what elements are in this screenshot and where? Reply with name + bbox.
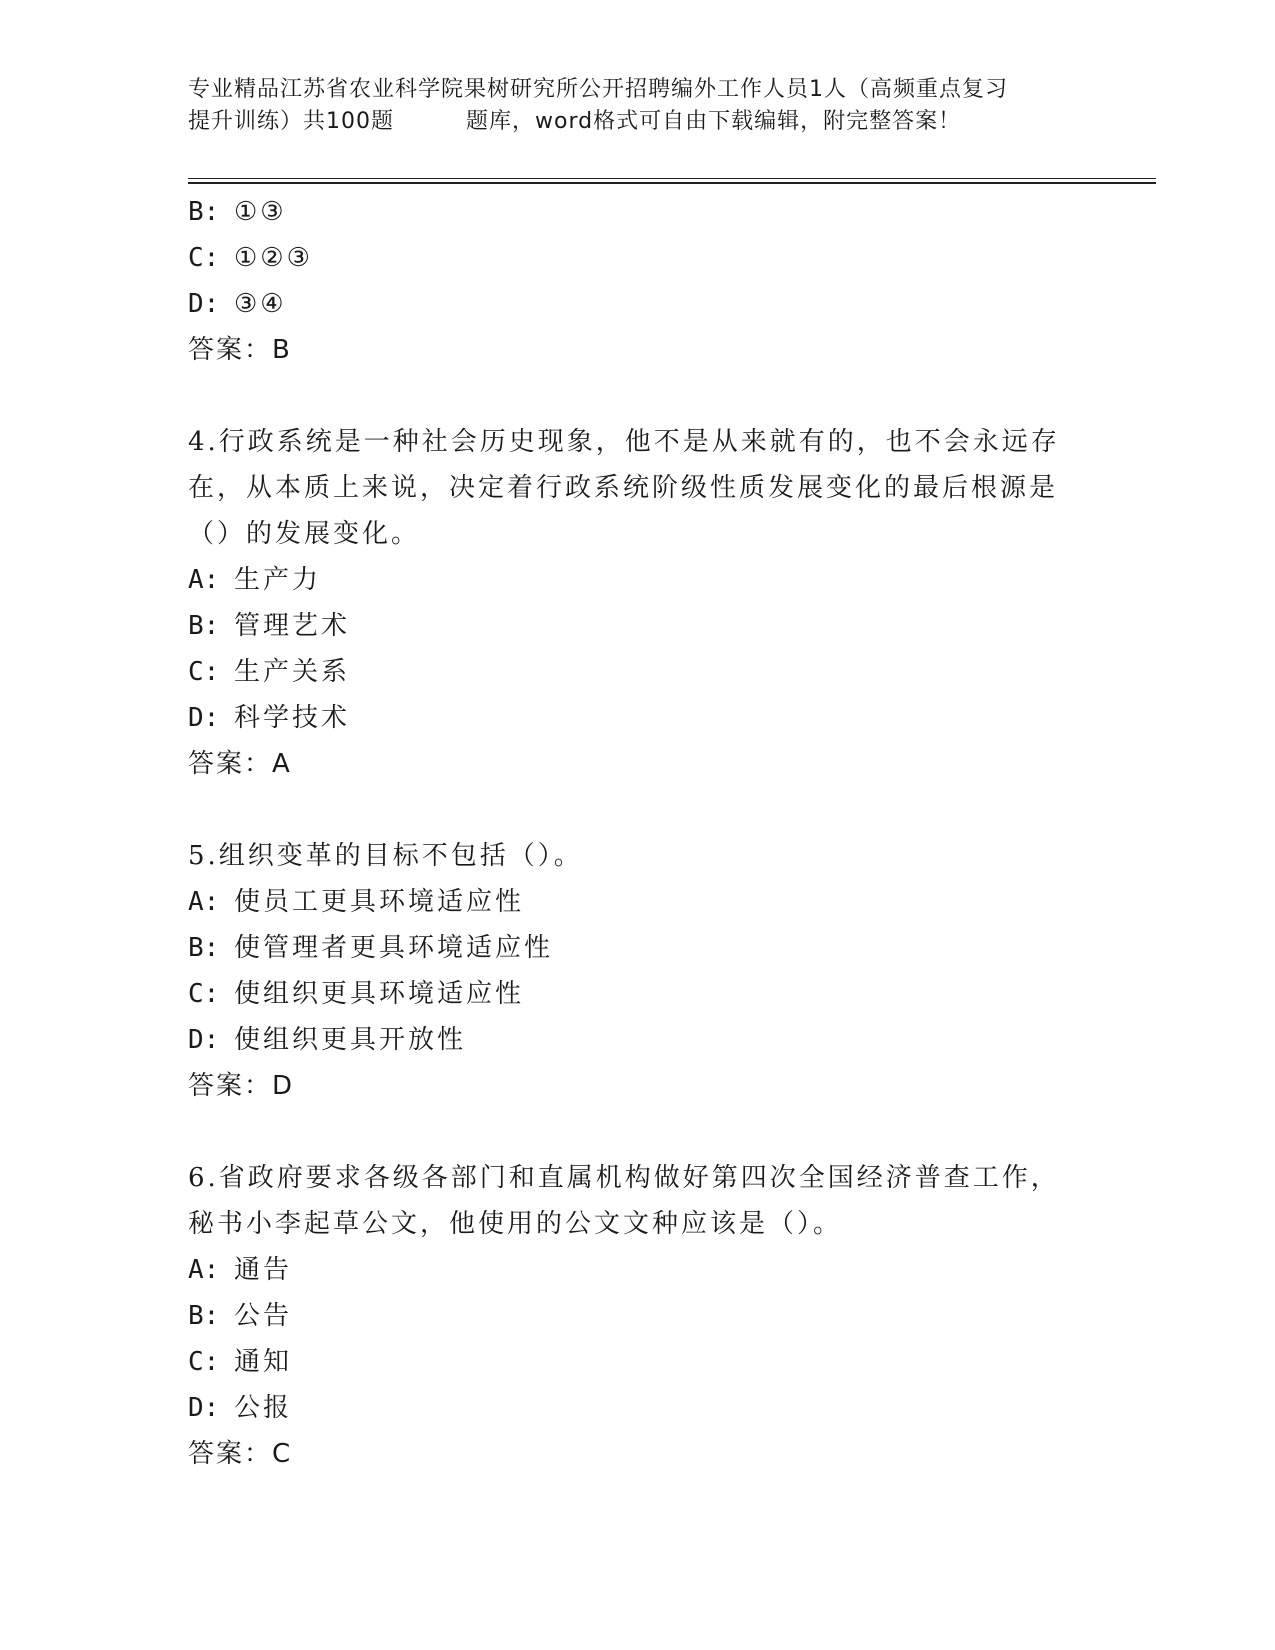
option-text: 生产关系 [234, 657, 351, 687]
answer-line: 答案：D [188, 1071, 295, 1101]
option-b [188, 925, 1088, 971]
document-header [188, 74, 1088, 138]
option-letter: C: [188, 979, 220, 1009]
option-d [188, 695, 1088, 741]
option-text: 公告 [234, 1301, 293, 1331]
header-title-line2 [188, 106, 1088, 138]
option-b [188, 603, 1088, 649]
option-text: 通知 [234, 1347, 293, 1377]
option-text: 使组织更具环境适应性 [234, 979, 525, 1009]
option-text: 使组织更具开放性 [234, 1025, 467, 1055]
option-letter: D: [188, 1393, 220, 1423]
question-stem-line: 6.省政府要求各级各部门和直属机构做好第四次全国经济普查工作， [188, 1163, 1060, 1193]
option-text: 生产力 [234, 565, 322, 595]
question-5 [188, 833, 1088, 1109]
option-text: ①②③ [234, 243, 313, 273]
option-text: 公报 [234, 1393, 293, 1423]
option-b [188, 189, 1088, 235]
option-letter: C: [188, 243, 220, 273]
option-letter: B: [188, 1301, 220, 1331]
option-letter: C: [188, 657, 220, 687]
option-d [188, 281, 1088, 327]
option-a [188, 879, 1088, 925]
header-divider-thick [188, 182, 1156, 184]
question-stem-line: 5.组织变革的目标不包括（）。 [188, 841, 583, 871]
option-c [188, 649, 1088, 695]
header-title-line2-part2: 题库，word格式可自由下载编辑，附完整答案！ [466, 109, 962, 134]
answer-line: 答案：C [188, 1439, 293, 1469]
option-letter: D: [188, 1025, 220, 1055]
option-a [188, 557, 1088, 603]
question-stem-line: 4.行政系统是一种社会历史现象，他不是从来就有的，也不会永远存 [188, 427, 1060, 457]
option-text: 科学技术 [234, 703, 351, 733]
header-title-line1: 专业精品江苏省农业科学院果树研究所公开招聘编外工作人员1人（高频重点复习 [188, 77, 1008, 102]
option-text: 通告 [234, 1255, 293, 1285]
question-3 [188, 189, 1088, 373]
question-stem-line: （）的发展变化。 [188, 519, 421, 549]
option-b [188, 1293, 1088, 1339]
answer-line: 答案：B [188, 335, 292, 365]
question-4 [188, 419, 1088, 787]
header-title-line2-part1: 提升训练）共100题 [188, 109, 394, 134]
option-a [188, 1247, 1088, 1293]
question-stem-line: 在，从本质上来说，决定着行政系统阶级性质发展变化的最后根源是 [188, 473, 1059, 503]
option-letter: D: [188, 703, 220, 733]
option-letter: C: [188, 1347, 220, 1377]
option-text: 使员工更具环境适应性 [234, 887, 525, 917]
option-d [188, 1385, 1088, 1431]
option-c [188, 235, 1088, 281]
option-text: ③④ [234, 289, 287, 319]
option-letter: D: [188, 289, 220, 319]
option-text: 管理艺术 [234, 611, 351, 641]
option-c [188, 1339, 1088, 1385]
question-stem-line: 秘书小李起草公文，他使用的公文文种应该是（）。 [188, 1209, 843, 1239]
option-letter: B: [188, 611, 220, 641]
header-divider-thin [188, 178, 1156, 179]
option-letter: A: [188, 565, 220, 595]
option-d [188, 1017, 1088, 1063]
question-6 [188, 1155, 1088, 1477]
option-letter: A: [188, 887, 220, 917]
option-letter: B: [188, 933, 220, 963]
option-text: ①③ [234, 197, 287, 227]
option-letter: B: [188, 197, 220, 227]
answer-line: 答案：A [188, 749, 292, 779]
question-list [188, 189, 1088, 1477]
option-text: 使管理者更具环境适应性 [234, 933, 554, 963]
option-c [188, 971, 1088, 1017]
option-letter: A: [188, 1255, 220, 1285]
